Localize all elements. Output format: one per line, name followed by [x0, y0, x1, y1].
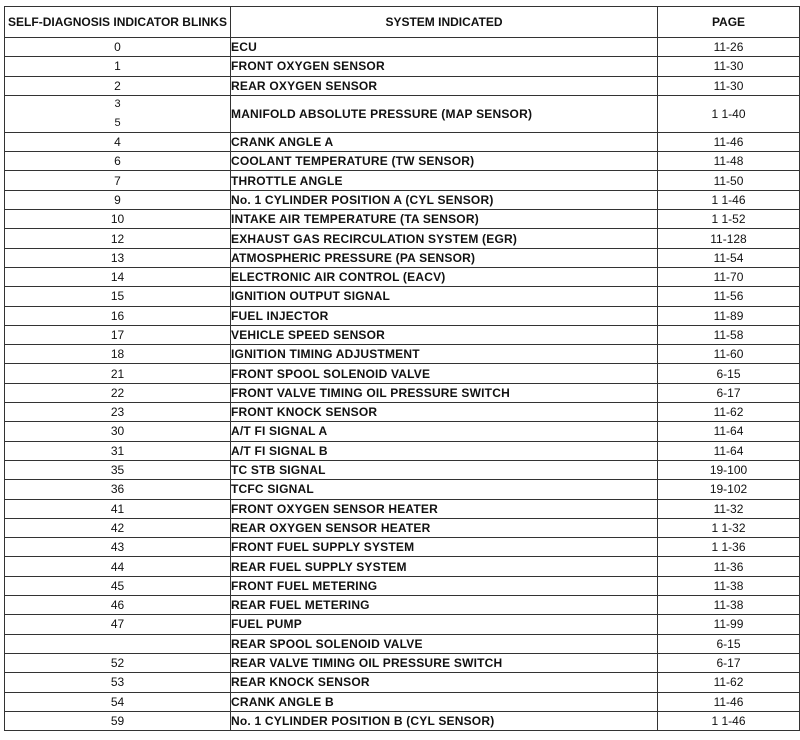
- page-cell: 11-56: [658, 287, 800, 306]
- table-row: [5, 673, 800, 692]
- table-row: [5, 152, 800, 171]
- page-cell: 11-128: [658, 229, 800, 248]
- table-row: [5, 364, 800, 383]
- blinks-cell: [5, 95, 231, 132]
- system-cell: COOLANT TEMPERATURE (TW SENSOR): [231, 152, 658, 171]
- blinks-cell: 59: [5, 711, 231, 730]
- page-cell: 11-70: [658, 267, 800, 286]
- table-row: [5, 229, 800, 248]
- header-blinks-label: SELF-DIAGNOSIS INDICATOR BLINKS: [8, 15, 227, 29]
- system-cell: FRONT OXYGEN SENSOR: [231, 57, 658, 76]
- table-row: [5, 306, 800, 325]
- page-cell: 11-64: [658, 422, 800, 441]
- system-cell: REAR FUEL SUPPLY SYSTEM: [231, 557, 658, 576]
- page-cell: 11-46: [658, 692, 800, 711]
- table-row: [5, 615, 800, 634]
- header-page: PAGE: [658, 7, 800, 38]
- blinks-cell: 31: [5, 441, 231, 460]
- blinks-value: 5: [114, 116, 121, 129]
- system-cell: CRANK ANGLE A: [231, 132, 658, 151]
- table-row: [5, 692, 800, 711]
- system-cell: REAR FUEL METERING: [231, 596, 658, 615]
- system-cell: EXHAUST GAS RECIRCULATION SYSTEM (EGR): [231, 229, 658, 248]
- page-cell: 6-15: [658, 634, 800, 653]
- system-cell: VEHICLE SPEED SENSOR: [231, 325, 658, 344]
- system-cell: No. 1 CYLINDER POSITION B (CYL SENSOR): [231, 711, 658, 730]
- system-cell: A/T FI SIGNAL A: [231, 422, 658, 441]
- table-row: [5, 38, 800, 57]
- page-cell: 11-54: [658, 248, 800, 267]
- table-row: [5, 711, 800, 730]
- table-row: [5, 403, 800, 422]
- diagnosis-document: [4, 6, 796, 731]
- blinks-cell: 18: [5, 345, 231, 364]
- page-cell: 1 1-36: [658, 538, 800, 557]
- blinks-pair: [5, 96, 230, 132]
- table-row: [5, 345, 800, 364]
- table-row: [5, 267, 800, 286]
- system-cell: CRANK ANGLE B: [231, 692, 658, 711]
- page-cell: 11-62: [658, 673, 800, 692]
- blinks-cell: 46: [5, 596, 231, 615]
- table-row: [5, 441, 800, 460]
- system-cell: REAR OXYGEN SENSOR: [231, 76, 658, 95]
- page-cell: 11-48: [658, 152, 800, 171]
- blinks-cell: 13: [5, 248, 231, 267]
- blinks-cell: 2: [5, 76, 231, 95]
- page-cell: 11-32: [658, 499, 800, 518]
- blinks-cell: 36: [5, 480, 231, 499]
- system-cell: FRONT KNOCK SENSOR: [231, 403, 658, 422]
- blinks-cell: [5, 634, 231, 653]
- page-cell: 19-100: [658, 460, 800, 479]
- system-cell: A/T FI SIGNAL B: [231, 441, 658, 460]
- page-cell: 11-64: [658, 441, 800, 460]
- page-cell: 6-15: [658, 364, 800, 383]
- page-cell: 11-30: [658, 76, 800, 95]
- table-row: [5, 190, 800, 209]
- blinks-cell: 7: [5, 171, 231, 190]
- table-row: [5, 132, 800, 151]
- blinks-cell: 10: [5, 210, 231, 229]
- blinks-cell: 22: [5, 383, 231, 402]
- blinks-cell: 12: [5, 229, 231, 248]
- blinks-cell: 14: [5, 267, 231, 286]
- page-cell: 11-89: [658, 306, 800, 325]
- system-cell: FRONT FUEL SUPPLY SYSTEM: [231, 538, 658, 557]
- page-cell: 6-17: [658, 383, 800, 402]
- table-row: [5, 76, 800, 95]
- table-row: [5, 460, 800, 479]
- blinks-cell: 4: [5, 132, 231, 151]
- page-cell: 6-17: [658, 653, 800, 672]
- table-row: [5, 422, 800, 441]
- blinks-cell: 0: [5, 38, 231, 57]
- system-cell: REAR KNOCK SENSOR: [231, 673, 658, 692]
- blinks-cell: 43: [5, 538, 231, 557]
- page-cell: 1 1-46: [658, 190, 800, 209]
- page-cell: 19-102: [658, 480, 800, 499]
- table-row: [5, 576, 800, 595]
- table-header: [5, 7, 800, 38]
- page-cell: 11-30: [658, 57, 800, 76]
- table-row: [5, 325, 800, 344]
- table-row: [5, 480, 800, 499]
- blinks-cell: 53: [5, 673, 231, 692]
- blinks-cell: 6: [5, 152, 231, 171]
- page-cell: 11-99: [658, 615, 800, 634]
- table-row: [5, 499, 800, 518]
- header-row: [5, 7, 800, 38]
- system-cell: MANIFOLD ABSOLUTE PRESSURE (MAP SENSOR): [231, 95, 658, 132]
- system-cell: ATMOSPHERIC PRESSURE (PA SENSOR): [231, 248, 658, 267]
- blinks-cell: 45: [5, 576, 231, 595]
- blinks-cell: 21: [5, 364, 231, 383]
- blinks-cell: 42: [5, 518, 231, 537]
- table-body: [5, 38, 800, 731]
- system-cell: TCFC SIGNAL: [231, 480, 658, 499]
- page-cell: 11-36: [658, 557, 800, 576]
- table-row: [5, 95, 800, 132]
- table-row: [5, 596, 800, 615]
- header-blinks: [5, 7, 231, 38]
- blinks-value: 3: [114, 97, 121, 110]
- system-cell: FUEL INJECTOR: [231, 306, 658, 325]
- table-row: [5, 248, 800, 267]
- blinks-cell: 9: [5, 190, 231, 209]
- table-row: [5, 538, 800, 557]
- blinks-cell: 1: [5, 57, 231, 76]
- page-cell: 11-60: [658, 345, 800, 364]
- table-row: [5, 287, 800, 306]
- self-diagnosis-table: [4, 6, 800, 731]
- page-cell: 11-46: [658, 132, 800, 151]
- page-cell: 1 1-40: [658, 95, 800, 132]
- system-cell: REAR OXYGEN SENSOR HEATER: [231, 518, 658, 537]
- table-row: [5, 210, 800, 229]
- table-row: [5, 57, 800, 76]
- page-cell: 11-38: [658, 596, 800, 615]
- table-row: [5, 171, 800, 190]
- page-cell: 11-26: [658, 38, 800, 57]
- page-cell: 11-38: [658, 576, 800, 595]
- system-cell: FRONT FUEL METERING: [231, 576, 658, 595]
- page-cell: 1 1-32: [658, 518, 800, 537]
- system-cell: IGNITION TIMING ADJUSTMENT: [231, 345, 658, 364]
- page-cell: 11-58: [658, 325, 800, 344]
- blinks-cell: 30: [5, 422, 231, 441]
- table-row: [5, 557, 800, 576]
- system-cell: THROTTLE ANGLE: [231, 171, 658, 190]
- system-cell: No. 1 CYLINDER POSITION A (CYL SENSOR): [231, 190, 658, 209]
- blinks-cell: 44: [5, 557, 231, 576]
- blinks-cell: 16: [5, 306, 231, 325]
- system-cell: IGNITION OUTPUT SIGNAL: [231, 287, 658, 306]
- table-row: [5, 383, 800, 402]
- blinks-cell: 41: [5, 499, 231, 518]
- table-row: [5, 653, 800, 672]
- system-cell: REAR VALVE TIMING OIL PRESSURE SWITCH: [231, 653, 658, 672]
- system-cell: REAR SPOOL SOLENOID VALVE: [231, 634, 658, 653]
- page-cell: 11-62: [658, 403, 800, 422]
- system-cell: FRONT VALVE TIMING OIL PRESSURE SWITCH: [231, 383, 658, 402]
- page-cell: 1 1-52: [658, 210, 800, 229]
- page-cell: 11-50: [658, 171, 800, 190]
- blinks-cell: 23: [5, 403, 231, 422]
- system-cell: TC STB SIGNAL: [231, 460, 658, 479]
- system-cell: ELECTRONIC AIR CONTROL (EACV): [231, 267, 658, 286]
- blinks-cell: 52: [5, 653, 231, 672]
- blinks-cell: 15: [5, 287, 231, 306]
- blinks-cell: 47: [5, 615, 231, 634]
- page-cell: 1 1-46: [658, 711, 800, 730]
- header-system: SYSTEM INDICATED: [231, 7, 658, 38]
- blinks-cell: 35: [5, 460, 231, 479]
- blinks-cell: 17: [5, 325, 231, 344]
- table-row: [5, 518, 800, 537]
- system-cell: ECU: [231, 38, 658, 57]
- system-cell: FUEL PUMP: [231, 615, 658, 634]
- table-row: [5, 634, 800, 653]
- blinks-cell: 54: [5, 692, 231, 711]
- system-cell: FRONT OXYGEN SENSOR HEATER: [231, 499, 658, 518]
- system-cell: FRONT SPOOL SOLENOID VALVE: [231, 364, 658, 383]
- system-cell: INTAKE AIR TEMPERATURE (TA SENSOR): [231, 210, 658, 229]
